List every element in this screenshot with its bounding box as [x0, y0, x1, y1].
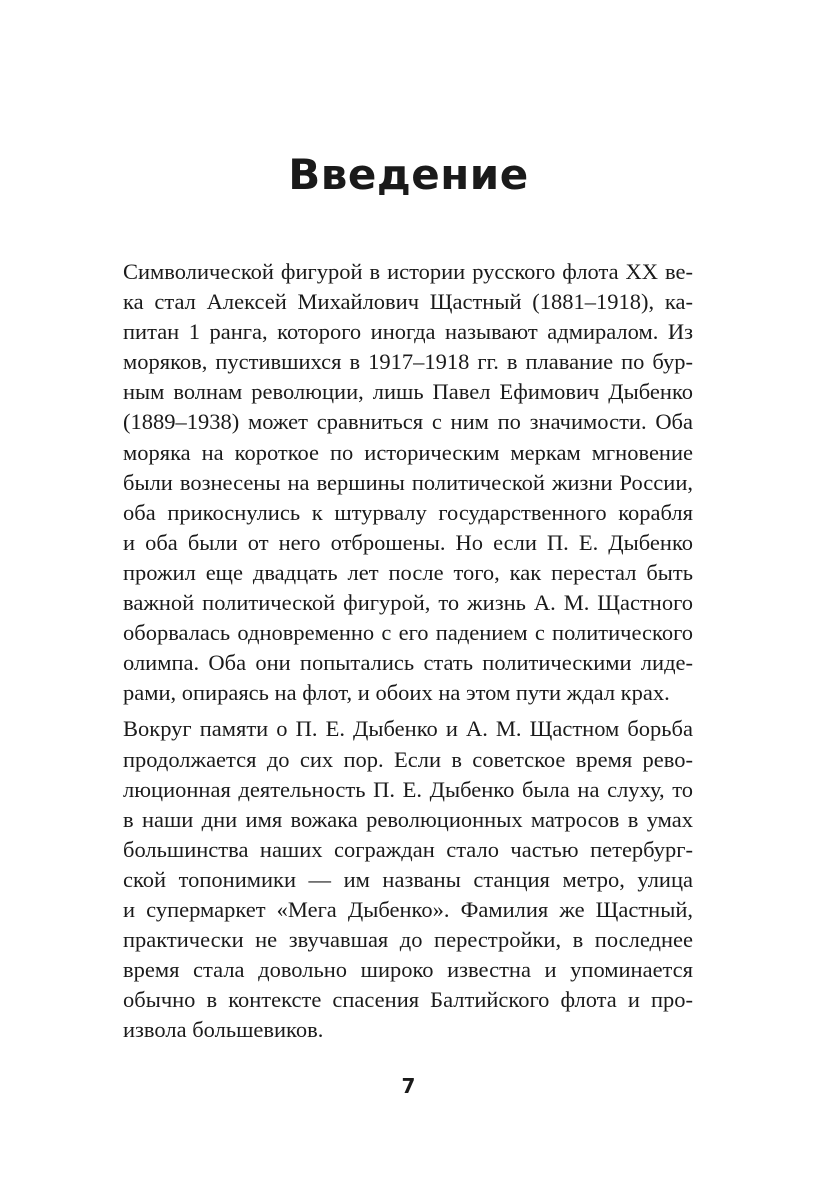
- text-line: были вознесены на вершины политической жизни России,: [123, 469, 693, 495]
- text-line: олимпа. Оба они попытались стать политическими лиде-: [123, 650, 693, 676]
- text-line: извола большевиков.: [123, 1017, 324, 1043]
- text-line: практически не звучавшая до перестройки, в последнее: [123, 927, 693, 953]
- text-line: и оба были от него отброшены. Но если П. Е. Дыбенко: [123, 529, 693, 555]
- text-line: обычно в контексте спасения Балтийского флота и про-: [123, 987, 693, 1013]
- chapter-title: Введение: [288, 150, 529, 199]
- text-line: (1889–1938) может сравниться с ним по значимости. Оба: [123, 409, 693, 435]
- text-line: и супермаркет «Мега Дыбенко». Фамилия же Щастный,: [123, 896, 693, 922]
- text-line: Вокруг памяти о П. Е. Дыбенко и А. М. Щастном борьба: [123, 716, 693, 742]
- text-line: большинства наших сограждан стало частью петербург-: [123, 836, 693, 862]
- text-line: в наши дни имя вожака революционных матросов в умах: [123, 806, 693, 832]
- text-line: Символической фигурой в истории русского флота XX ве-: [123, 259, 693, 284]
- paragraph-1: [123, 257, 693, 708]
- text-line: моряков, пустившихся в 1917–1918 гг. в плавание по бур-: [123, 349, 693, 375]
- text-line: оборвалась одновременно с его падением с политического: [123, 620, 693, 646]
- text-line: ным волнам революции, лишь Павел Ефимович Дыбенко: [123, 379, 693, 405]
- text-line: время стала довольно широко известна и упоминается: [123, 957, 693, 983]
- paragraph-2: [123, 714, 693, 1045]
- text-line: рами, опираясь на флот, и обоих на этом пути ждал крах.: [123, 680, 670, 706]
- text-line: люционная деятельность П. Е. Дыбенко была на слуху, то: [123, 776, 693, 802]
- text-line: ка стал Алексей Михайлович Щастный (1881–1918), ка-: [123, 289, 693, 315]
- text-line: питан 1 ранга, которого иногда называют адмиралом. Из: [123, 319, 693, 345]
- text-line: прожил еще двадцать лет после того, как перестал быть: [123, 559, 693, 585]
- text-line: продолжается до сих пор. Если в советское время рево-: [123, 746, 693, 772]
- text-line: моряка на короткое по историческим меркам мгновение: [123, 439, 693, 465]
- body-text: [123, 257, 693, 1045]
- page-number: 7: [401, 1074, 416, 1098]
- text-line: важной политической фигурой, то жизнь А. М. Щастного: [123, 590, 693, 616]
- text-line: ской топонимики — им названы станция метро, улица: [123, 866, 693, 892]
- text-line: оба прикоснулись к штурвалу государственного корабля: [123, 499, 693, 525]
